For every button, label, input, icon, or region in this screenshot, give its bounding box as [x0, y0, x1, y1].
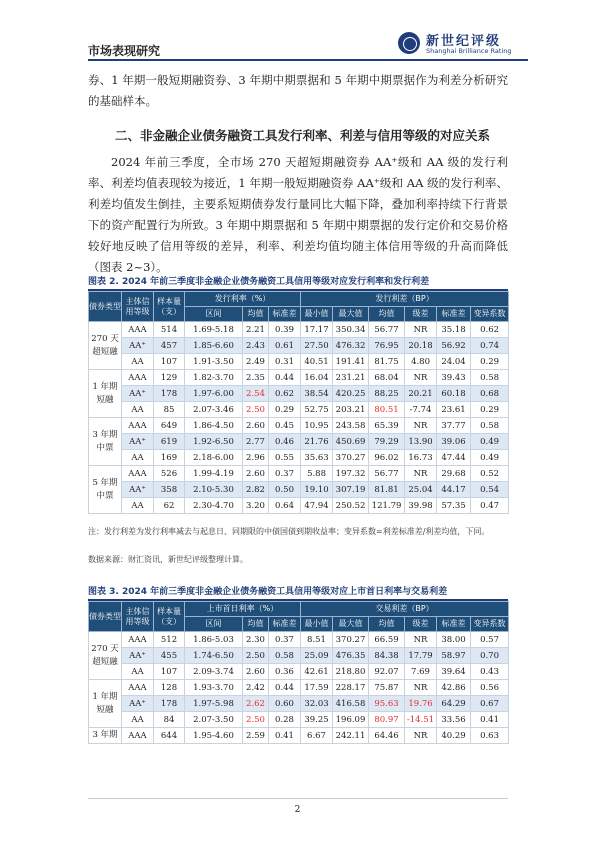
table-cell: 1.95-4.60 — [185, 728, 243, 744]
table-cell: 0.70 — [471, 648, 509, 664]
table-cell: 0.56 — [471, 680, 509, 696]
bond-type-cell: 1 年期短融 — [89, 680, 122, 728]
table-cell: 2.50 — [243, 648, 269, 664]
table-cell: 2.21 — [243, 322, 269, 338]
table-cell: AAA — [122, 728, 154, 744]
table-cell: 40.29 — [437, 728, 471, 744]
table-cell: 42.61 — [301, 664, 333, 680]
table-cell: 25.04 — [405, 482, 437, 498]
table-cell: 88.25 — [369, 386, 405, 402]
table-cell: 47.44 — [437, 450, 471, 466]
table-cell: 38.00 — [437, 632, 471, 648]
table-cell: 76.95 — [369, 338, 405, 354]
table-cell: 0.44 — [269, 680, 301, 696]
table-cell: 47.94 — [301, 498, 333, 514]
table-cell: 178 — [154, 696, 185, 712]
table-cell: 0.29 — [471, 402, 509, 418]
table-cell: -14.51 — [405, 712, 437, 728]
table-cell: 2.30-4.70 — [185, 498, 243, 514]
table-cell: AA⁺ — [122, 434, 154, 450]
subheader-cell: 最大值 — [333, 307, 369, 322]
table-cell: AA⁺ — [122, 338, 154, 354]
subheader-cell: 标准差 — [269, 617, 301, 632]
table-cell: 32.03 — [301, 696, 333, 712]
table-cell: 39.98 — [405, 498, 437, 514]
table-cell: 81.75 — [369, 354, 405, 370]
table-cell: 107 — [154, 664, 185, 680]
table-cell: 0.37 — [269, 632, 301, 648]
header-listing-rate: 上市首日利率（%） — [185, 602, 301, 617]
table-cell: 92.07 — [369, 664, 405, 680]
table-cell: 514 — [154, 322, 185, 338]
bond-type-cell: 5 年期中票 — [89, 466, 122, 514]
table-cell: 2.50 — [243, 712, 269, 728]
table-cell: 0.31 — [269, 354, 301, 370]
table-cell: 169 — [154, 450, 185, 466]
table-cell: 16.73 — [405, 450, 437, 466]
table-cell: 80.97 — [369, 712, 405, 728]
table-cell: 196.09 — [333, 712, 369, 728]
header-sample-size: 样本量（支） — [154, 602, 185, 632]
table-cell: 68.04 — [369, 370, 405, 386]
bond-type-cell: 270 天超短融 — [89, 632, 122, 680]
table-cell: 370.27 — [333, 632, 369, 648]
table-cell: 0.54 — [471, 482, 509, 498]
table-cell: 457 — [154, 338, 185, 354]
table-cell: 44.17 — [437, 482, 471, 498]
subheader-cell: 最小值 — [301, 617, 333, 632]
table-cell: AA⁺ — [122, 648, 154, 664]
intro-paragraph: 券、1 年期一般短期融资券、3 年期中期票据和 5 年期中期票据作为利差分析研究的基础样本。 — [88, 73, 508, 108]
table-cell: 16.04 — [301, 370, 333, 386]
table-cell: 203.21 — [333, 402, 369, 418]
table-row — [89, 338, 509, 354]
table-cell: 6.67 — [301, 728, 333, 744]
table-cell: 2.60 — [243, 418, 269, 434]
table-cell: 79.29 — [369, 434, 405, 450]
page-number: 2 — [294, 805, 301, 815]
table-cell: 37.77 — [437, 418, 471, 434]
table-cell: 0.36 — [269, 664, 301, 680]
bond-type-cell: 3 年期中票 — [89, 418, 122, 466]
table-cell: 1.69-5.18 — [185, 322, 243, 338]
table-cell: 19.10 — [301, 482, 333, 498]
table-cell: 0.58 — [269, 648, 301, 664]
table-cell: 0.52 — [471, 466, 509, 482]
table-cell: 40.51 — [301, 354, 333, 370]
table-cell: 526 — [154, 466, 185, 482]
table-cell: 2.96 — [243, 450, 269, 466]
table-cell: 649 — [154, 418, 185, 434]
table-cell: 0.29 — [269, 402, 301, 418]
subheader-cell: 标准差 — [437, 307, 471, 322]
table-cell: 0.39 — [269, 322, 301, 338]
body-paragraph: 2024 年前三季度，全市场 270 天超短期融资券 AA⁺级和 AA 级的发行利率、利差均值表现较为接近，1 年期一般短期融资券 AA⁺级和 AA 级的发行利率、利差均值发生倒挂，主要系短期债券发行量同比大幅下降，叠加利率持续下行背景下的资产配置行为所致。3 年期中期票据和 5 年期中期票据的发行定价和交易价格较好地反映了信用等级的差异，利率、利差均值均随主体信用等级的升高而降低（图表 2~3）。 — [88, 155, 508, 274]
table-cell: AA — [122, 450, 154, 466]
subheader-cell: 级差 — [405, 617, 437, 632]
table-cell: 66.59 — [369, 632, 405, 648]
table-cell: 2.42 — [243, 680, 269, 696]
header-sample-size: 样本量（支） — [154, 292, 185, 322]
table-cell: 1.92-6.50 — [185, 434, 243, 450]
table-cell: AAA — [122, 466, 154, 482]
table-cell: 0.55 — [269, 450, 301, 466]
table-cell: 35.18 — [437, 322, 471, 338]
table-cell: 60.18 — [437, 386, 471, 402]
subheader-cell: 变异系数 — [471, 307, 509, 322]
table-cell: 0.63 — [471, 728, 509, 744]
table-cell: AAA — [122, 418, 154, 434]
table-cell: 2.35 — [243, 370, 269, 386]
table-cell: 8.51 — [301, 632, 333, 648]
table-cell: AAA — [122, 680, 154, 696]
table1-caption: 图表 2. 2024 年前三季度非金融企业债务融资工具信用等级对应发行利率和发行利差 — [88, 274, 508, 291]
table-cell: 64.29 — [437, 696, 471, 712]
company-logo — [398, 30, 528, 62]
bond-type-cell: 270 天超短融 — [89, 322, 122, 370]
bond-type-cell: 3 年期 — [89, 728, 122, 744]
subheader-cell: 均值 — [369, 617, 405, 632]
table-cell: 2.07-3.50 — [185, 712, 243, 728]
table-cell: 39.64 — [437, 664, 471, 680]
table-cell: 1.97-6.00 — [185, 386, 243, 402]
table-cell: 20.18 — [405, 338, 437, 354]
table-cell: 619 — [154, 434, 185, 450]
header-issue-spread: 发行利差（BP） — [301, 292, 509, 307]
table-cell: 0.74 — [471, 338, 509, 354]
table-cell: 56.77 — [369, 322, 405, 338]
table-cell: 2.18-6.00 — [185, 450, 243, 466]
table-cell: 0.62 — [471, 322, 509, 338]
table-cell: 4.80 — [405, 354, 437, 370]
table-cell: 0.47 — [471, 498, 509, 514]
table-cell: 17.17 — [301, 322, 333, 338]
table-cell: NR — [405, 680, 437, 696]
table-cell: 476.35 — [333, 648, 369, 664]
table-cell: 307.19 — [333, 482, 369, 498]
table-cell: 39.25 — [301, 712, 333, 728]
table-cell: 84.38 — [369, 648, 405, 664]
logo-text-en: Shanghai Brilliance Rating — [426, 47, 512, 55]
table-cell: 243.58 — [333, 418, 369, 434]
header-bond-type: 债券类型 — [89, 602, 122, 632]
table-cell: 33.56 — [437, 712, 471, 728]
table-cell: 20.21 — [405, 386, 437, 402]
table-cell: 644 — [154, 728, 185, 744]
table-cell: 64.46 — [369, 728, 405, 744]
table-cell: 1.82-3.70 — [185, 370, 243, 386]
table-row — [89, 322, 509, 338]
table-cell: NR — [405, 322, 437, 338]
table-cell: 1.85-6.60 — [185, 338, 243, 354]
table-cell: 81.81 — [369, 482, 405, 498]
table-cell: 39.43 — [437, 370, 471, 386]
table-cell: 52.75 — [301, 402, 333, 418]
table-cell: 2.60 — [243, 664, 269, 680]
table-cell: 80.51 — [369, 402, 405, 418]
table-cell: 178 — [154, 386, 185, 402]
table-cell: 7.69 — [405, 664, 437, 680]
table-cell: -7.74 — [405, 402, 437, 418]
table-cell: 0.49 — [471, 434, 509, 450]
table-cell: 0.45 — [269, 418, 301, 434]
table-cell: 2.43 — [243, 338, 269, 354]
subheader-cell: 最小值 — [301, 307, 333, 322]
table-cell: 62 — [154, 498, 185, 514]
table-cell: AAA — [122, 322, 154, 338]
table-cell: 42.86 — [437, 680, 471, 696]
table-row — [89, 664, 509, 680]
table-cell: 0.28 — [269, 712, 301, 728]
table-cell: 2.54 — [243, 386, 269, 402]
table-cell: 57.35 — [437, 498, 471, 514]
subheader-cell: 区间 — [185, 307, 243, 322]
table-row — [89, 696, 509, 712]
table-cell: 0.46 — [269, 434, 301, 450]
table-row — [89, 450, 509, 466]
table-cell: 242.11 — [333, 728, 369, 744]
table-row — [89, 482, 509, 498]
table-cell: 95.63 — [369, 696, 405, 712]
table-cell: NR — [405, 370, 437, 386]
table-cell: 218.80 — [333, 664, 369, 680]
table-cell: AA — [122, 402, 154, 418]
table-cell: 58.97 — [437, 648, 471, 664]
table-cell: AA — [122, 498, 154, 514]
table-cell: 24.04 — [437, 354, 471, 370]
table-cell: 35.63 — [301, 450, 333, 466]
table-cell: 84 — [154, 712, 185, 728]
table-row — [89, 466, 509, 482]
table-cell: 2.10-5.30 — [185, 482, 243, 498]
table-cell: 2.09-3.74 — [185, 664, 243, 680]
table-cell: AA⁺ — [122, 696, 154, 712]
subheader-cell: 均值 — [369, 307, 405, 322]
table-cell: NR — [405, 418, 437, 434]
header-credit-grade: 主体信用等级 — [122, 602, 154, 632]
table-cell: NR — [405, 728, 437, 744]
subheader-cell: 标准差 — [437, 617, 471, 632]
table-cell: 1.93-3.70 — [185, 680, 243, 696]
table-cell: 512 — [154, 632, 185, 648]
table-cell: 75.87 — [369, 680, 405, 696]
table-cell: 1.74-6.50 — [185, 648, 243, 664]
subheader-cell: 均值 — [243, 307, 269, 322]
table2-caption: 图表 3. 2024 年前三季度非金融企业债务融资工具信用等级对应上市首日利率与交易利差 — [88, 584, 508, 601]
table-cell: 0.68 — [471, 386, 509, 402]
table-row — [89, 370, 509, 386]
bond-type-cell: 1 年期短融 — [89, 370, 122, 418]
table-cell: NR — [405, 466, 437, 482]
footer-rule — [88, 798, 508, 799]
subheader-cell: 最大值 — [333, 617, 369, 632]
table-cell: 23.61 — [437, 402, 471, 418]
table-row — [89, 402, 509, 418]
table-row — [89, 434, 509, 450]
table-cell: AA — [122, 712, 154, 728]
header-credit-grade: 主体信用等级 — [122, 292, 154, 322]
table-cell: AA⁺ — [122, 482, 154, 498]
table-cell: 3.20 — [243, 498, 269, 514]
table-cell: 96.02 — [369, 450, 405, 466]
table-cell: AA — [122, 664, 154, 680]
table-cell: 350.34 — [333, 322, 369, 338]
table-cell: 1.91-3.50 — [185, 354, 243, 370]
table-cell: 0.41 — [471, 712, 509, 728]
table-cell: 39.06 — [437, 434, 471, 450]
table-cell: 0.61 — [269, 338, 301, 354]
table-note: 注：发行利差为发行利率减去与起息日、同期限的中债国债到期收益率；变异系数=利差标准差/利差均值，下同。 — [88, 527, 490, 536]
table-cell: NR — [405, 632, 437, 648]
table-cell: 129 — [154, 370, 185, 386]
table-row — [89, 418, 509, 434]
table-cell: 358 — [154, 482, 185, 498]
table-cell: 2.49 — [243, 354, 269, 370]
table-cell: 5.88 — [301, 466, 333, 482]
table-cell: 0.57 — [471, 632, 509, 648]
table-trading-spreads — [88, 601, 509, 744]
header-section-title: 市场表现研究 — [88, 44, 161, 58]
table-cell: 25.09 — [301, 648, 333, 664]
table-cell: 121.79 — [369, 498, 405, 514]
table-cell: 27.50 — [301, 338, 333, 354]
table-row — [89, 712, 509, 728]
table-cell: 455 — [154, 648, 185, 664]
table-cell: 2.82 — [243, 482, 269, 498]
table-cell: 1.86-4.50 — [185, 418, 243, 434]
table-cell: 0.58 — [471, 418, 509, 434]
table-cell: 191.41 — [333, 354, 369, 370]
table-cell: 0.58 — [471, 370, 509, 386]
table-cell: 107 — [154, 354, 185, 370]
table-cell: 0.29 — [471, 354, 509, 370]
table-cell: 0.37 — [269, 466, 301, 482]
table-cell: 0.62 — [269, 386, 301, 402]
table-cell: 2.30 — [243, 632, 269, 648]
table-cell: 370.27 — [333, 450, 369, 466]
logo-seal-icon — [398, 32, 420, 54]
table-cell: 10.95 — [301, 418, 333, 434]
table-cell: 231.21 — [333, 370, 369, 386]
table-cell: 56.92 — [437, 338, 471, 354]
table-cell: 228.17 — [333, 680, 369, 696]
table-cell: 17.59 — [301, 680, 333, 696]
table-cell: 2.62 — [243, 696, 269, 712]
table-cell: 38.54 — [301, 386, 333, 402]
table-cell: 0.43 — [471, 664, 509, 680]
table-row — [89, 354, 509, 370]
table-row — [89, 632, 509, 648]
table-cell: AAA — [122, 632, 154, 648]
subheader-cell: 变异系数 — [471, 617, 509, 632]
table-row — [89, 680, 509, 696]
table-cell: 0.44 — [269, 370, 301, 386]
table-cell: 0.41 — [269, 728, 301, 744]
table-cell: 416.58 — [333, 696, 369, 712]
table-row — [89, 648, 509, 664]
table-issuance-rates — [88, 291, 509, 514]
table-cell: 450.69 — [333, 434, 369, 450]
table-cell: 2.59 — [243, 728, 269, 744]
table-cell: 85 — [154, 402, 185, 418]
table-cell: 197.32 — [333, 466, 369, 482]
table-cell: 476.32 — [333, 338, 369, 354]
subheader-cell: 级差 — [405, 307, 437, 322]
table-row — [89, 728, 509, 744]
table-cell: 1.99-4.19 — [185, 466, 243, 482]
table-cell: 0.67 — [471, 696, 509, 712]
table-cell: 1.97-5.98 — [185, 696, 243, 712]
header-bond-type: 债券类型 — [89, 292, 122, 322]
data-source: 数据来源：财汇资讯，新世纪评级整理计算。 — [88, 555, 248, 564]
table-cell: AA⁺ — [122, 386, 154, 402]
table-cell: 29.68 — [437, 466, 471, 482]
table-cell: 2.07-3.46 — [185, 402, 243, 418]
table-cell: 250.52 — [333, 498, 369, 514]
table-cell: 128 — [154, 680, 185, 696]
subheader-cell: 均值 — [243, 617, 269, 632]
table-cell: 1.86-5.03 — [185, 632, 243, 648]
table-cell: 2.77 — [243, 434, 269, 450]
table-cell: 2.60 — [243, 466, 269, 482]
table-cell: AA — [122, 354, 154, 370]
section-heading: 二、非金融企业债务融资工具发行利率、利差与信用等级的对应关系 — [115, 128, 491, 143]
table-cell: 0.49 — [471, 450, 509, 466]
subheader-cell: 标准差 — [269, 307, 301, 322]
subheader-cell: 区间 — [185, 617, 243, 632]
table-cell: 0.64 — [269, 498, 301, 514]
logo-text-cn: 新世纪评级 — [426, 34, 502, 49]
table-cell: 0.60 — [269, 696, 301, 712]
header-issue-rate: 发行利率（%） — [185, 292, 301, 307]
table-cell: 65.39 — [369, 418, 405, 434]
table-cell: 2.50 — [243, 402, 269, 418]
table-cell: 17.79 — [405, 648, 437, 664]
table-row — [89, 386, 509, 402]
table-cell: 56.77 — [369, 466, 405, 482]
table-row — [89, 498, 509, 514]
table-cell: 420.25 — [333, 386, 369, 402]
header-trading-spread: 交易利差（BP） — [301, 602, 509, 617]
table-cell: 19.76 — [405, 696, 437, 712]
table-cell: AAA — [122, 370, 154, 386]
table-cell: 13.90 — [405, 434, 437, 450]
table-cell: 21.76 — [301, 434, 333, 450]
table-cell: 0.50 — [269, 482, 301, 498]
